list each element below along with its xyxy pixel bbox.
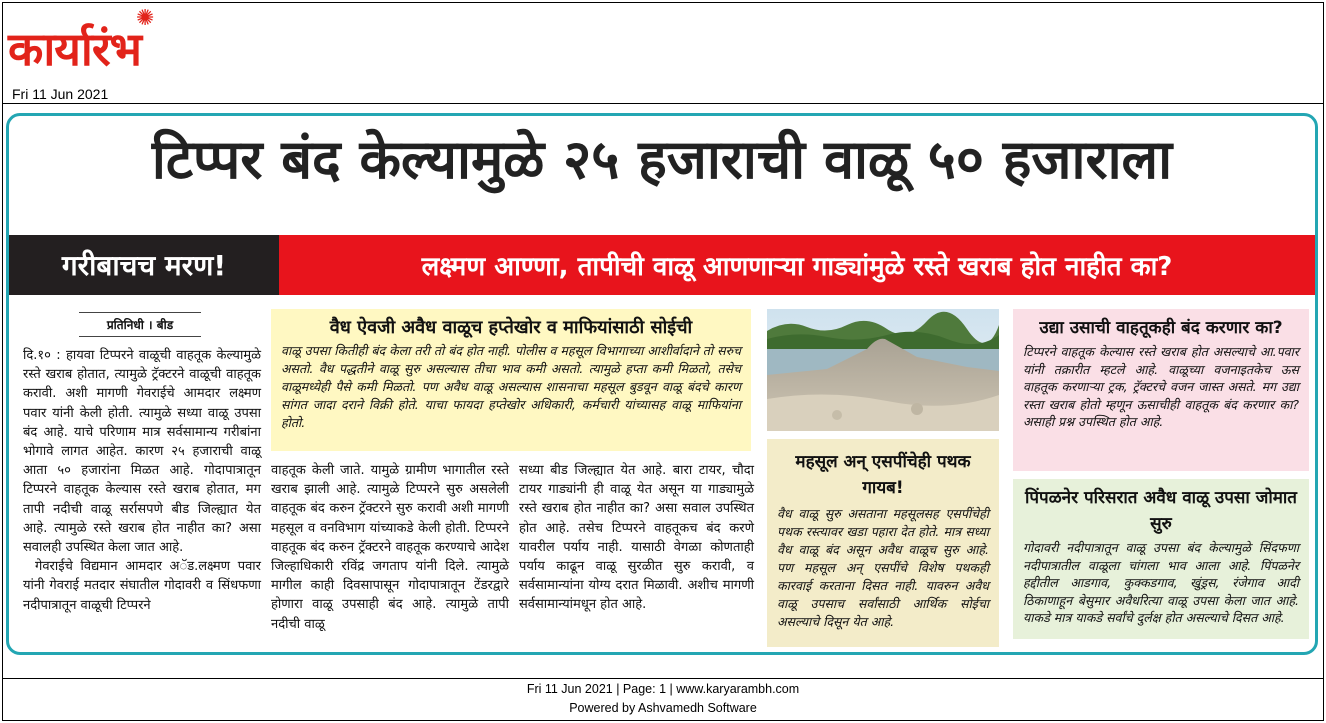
sidebar-box-pink — [1013, 309, 1309, 471]
divider — [2, 103, 1324, 104]
sidebar-box-yellow — [271, 309, 751, 451]
sidebar-box-beige — [767, 439, 999, 647]
newspaper-logo[interactable]: कार्यारंभ — [8, 22, 141, 76]
byline: प्रतिनिधी । बीड — [79, 312, 201, 337]
sidebar-text: गोदावरी नदीपात्रातून वाळू उपसा बंद केल्यामुळे सिंदफणा नदीपात्रातील वाळूला चांगला भाव आला आहे. पिंपळनेर हद्दीतील आडगाव, कुक्कडगाव, खुंड्रस, रंजेगाव आदी ठिकाणाहून बेसुमार अवैधरित्या वाळू उपसा केला जात आहे. याकडे मात्र याकडे सर्वांचे दुर्लक्ष होत असल्याचे दिसत आहे. — [1023, 540, 1299, 625]
sidebar-box-green — [1013, 479, 1309, 639]
subhead-band — [9, 235, 1315, 295]
footer-info[interactable]: Fri 11 Jun 2021 | Page: 1 | www.karyarambh.com — [526, 682, 800, 696]
sidebar-title: वैध ऐवजी अवैध वाळूच हप्तेखोर व माफियांसाठी सोईची — [329, 317, 693, 338]
divider — [2, 678, 1324, 679]
sidebar-text: टिप्परने वाहतूक केल्यास रस्ते खराब होत असल्याचे आ.पवार यांनी तक्रारीत म्हटले आहे. वाळूच्या वजनाइतकेच ऊस वाहतूक करणाऱ्या ट्रक, ट्रॅक्टरचे वजन जास्त असते. मग उद्या रस्ता खराब होतो म्हणून ऊसाचीही वाहतूक बंद करणार का? असाही प्रश्न उपस्थित होत आहे. — [1023, 344, 1299, 429]
sand-pile-photo-graphic — [767, 309, 999, 431]
paragraph: दि.१० : हायवा टिप्परने वाळूची वाहतूक केल्यामुळे रस्ते खराब होतात, त्यामुळे ट्रॅक्टरने वाळूची वाहतूक करावी. अशी मागणी गेवराईचे आमदार लक्ष्मण पवार यांनी केली होती. त्यामुळे सध्या वाळू उपसा बंद आहे. याचे परिणाम मात्र सर्वसामान्य गरीबांना भोगावे लागत आहेत. कारण २५ हजाराची वाळू आता ५० हजारांना मिळत आहे. गोदापात्रातून टिप्परने वाहतूक केल्यास रस्ते खराब होतात, मग तापी नदीची वाळू सर्रासपणे बीड जिल्ह्यात येत आहे. त्यामुळे रस्ते खराब होत नाहीत का? असा सवालही उपस्थित केला जात आहे. — [23, 348, 261, 556]
sidebar-text: वैध वाळू सुरु असताना महसूलसह एसपींचेही पथक रस्त्यावर खडा पहारा देत होते. मात्र सध्या वैध वाळू बंद असून अवैध वाळूच सुरु आहे. पण महसूल अन् एसपींचे विशेष पथकही कारवाई करताना दिसत नाही. यावरुन अवैध वाळू उपसाच सर्वांसाठी आर्थिक सोईचा असल्याचे दिसून येत आहे. — [777, 506, 989, 629]
footer-credit: Powered by Ashvamedh Software — [569, 701, 757, 715]
sidebar-title: महसूल अन् एसपींचेही पथक गायब! — [795, 452, 971, 498]
article-column-2: वाहतूक केली जाते. यामुळे ग्रामीण भागातील रस्ते खराब झाली आहे. त्यामुळे टिप्परने सुरु असलेली वाहतूक बंद करुन ट्रॅक्टरने सुरु करावी अशी मागणी महसूल व वनविभाग यांच्याकडे केली होती. टिप्परने वाहतूक बंद करुन ट्रॅक्टरने वाहतूक करण्याचे आदेश जिल्हाधिकारी रविंद्र जगताप यांनी दिले. त्यामुळे मागील काही दिवसापासून गोदापात्रातून टेंडरद्वारे होणारा वाळू उपसाही बंद आहे. त्यामुळे तापी नदीची वाळू — [271, 463, 509, 632]
article-panel — [6, 113, 1318, 655]
sidebar-text: वाळू उपसा कितीही बंद केला तरी तो बंद होत नाही. पोलीस व महसूल विभागाच्या आशीर्वादाने तो सरुच असतो. वैध पद्धतीने वाळू सुरु असल्यास तीचा भाव कमी असतो. त्यामुळे हप्ता कमी मिळतो, तसेच वाळूमध्येही पैसे कमी मिळतो. पण अवैध वाळू असल्यास शासनाचा महसूल बुडवून वाळू बंदचे कारण सांगत जादा दराने विक्री होते. याचा फायदा हप्तेखोर अधिकारी, कर्मचारी यांच्यासह वाळू माफियांना होतो. — [281, 343, 741, 430]
page-title: टिप्पर बंद केल्यामुळे २५ हजाराची वाळू ५० हजाराला — [151, 128, 1173, 191]
kicker: गरीबाचच मरण! — [9, 235, 279, 295]
article-column-3: सध्या बीड जिल्ह्यात येत आहे. बारा टायर, चौदा टायर गाड्यांनी ही वाळू येत असून या गाड्यामुळे रस्ते खराब होत नाहीत का? असा सवाल उपस्थित होत आहे. तसेच टिप्परने वाहतूकच बंद करणे यावरील पर्याय नाही. यासाठी वेगळा कोणताही पर्याय काढून वाळू सुरळीत सुरु करावी, व सर्वसामान्यांना योग्य दरात मिळावी. अशीच मागणी सर्वसामान्यांमधून होत आहे. — [519, 463, 754, 613]
masthead[interactable] — [8, 6, 155, 80]
issue-date: Fri 11 Jun 2021 — [12, 86, 109, 102]
sun-icon: ✺ — [136, 6, 155, 31]
sidebar-title: पिंपळनेर परिसरात अवैध वाळू उपसा जोमात सुरु — [1025, 488, 1297, 534]
subheadline: लक्ष्मण आण्णा, तापीची वाळू आणणाऱ्या गाड्यांमुळे रस्ते खराब होत नाहीत का? — [421, 252, 1173, 282]
sand-pile-photo — [767, 309, 999, 431]
sidebar-title: उद्या उसाची वाहतूकही बंद करणार का? — [1039, 318, 1283, 338]
paragraph: गेवराईचे विद्यमान आमदार अॅड.लक्ष्मण पवार यांनी गेवराई मतदार संघातील गोदावरी व सिंधफणा नदीपात्रातून वाळूची टिप्परने — [23, 559, 261, 613]
article-column-1 — [23, 346, 261, 615]
